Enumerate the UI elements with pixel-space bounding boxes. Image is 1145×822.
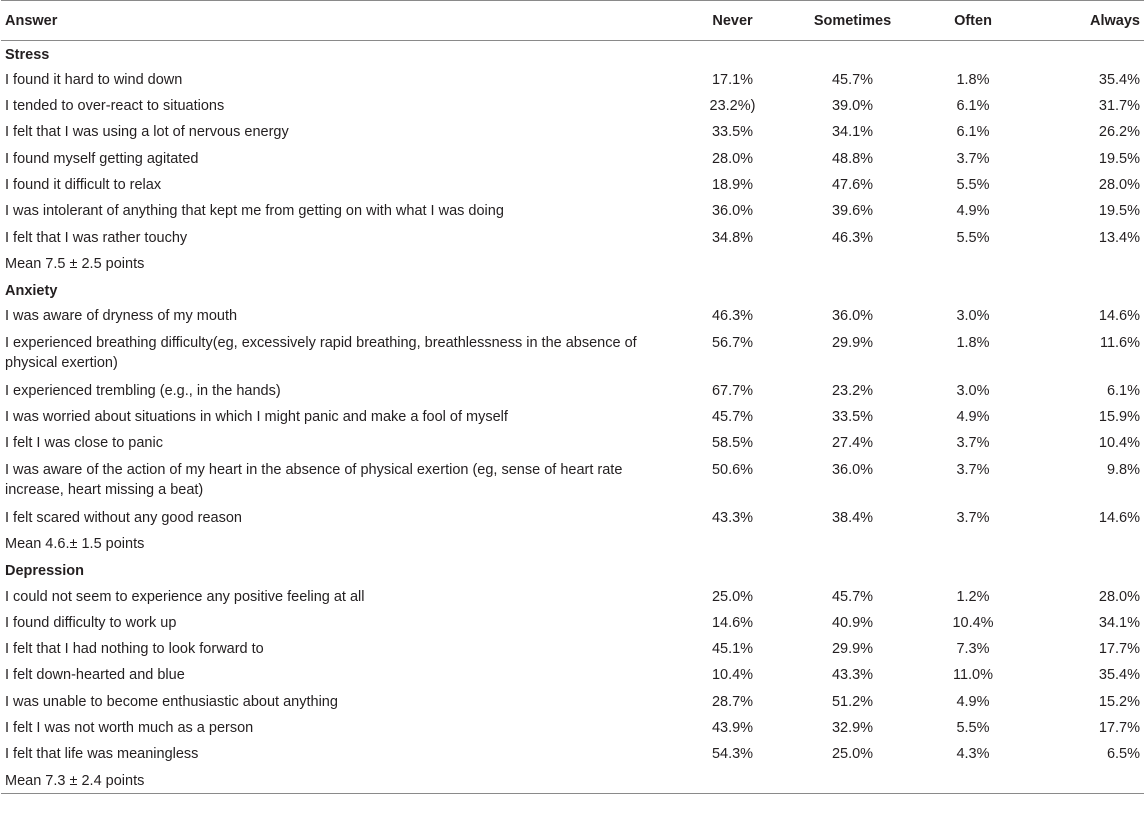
never-cell: 10.4% [711,667,754,684]
section-title: Depression [5,563,84,580]
sometimes-cell: 38.4% [831,509,874,526]
section-title: Anxiety [5,283,58,300]
often-cell: 3.7% [956,150,990,167]
always-cell: 31.7% [1098,98,1140,115]
table-row [1,505,1144,531]
table-row [1,741,1144,767]
question-cell: I felt that I was rather touchy [5,229,188,246]
table-row [1,303,1144,329]
sometimes-cell: 40.9% [831,614,874,631]
table-row [1,584,1144,610]
never-cell: 46.3% [711,308,754,325]
sometimes-cell: 34.1% [831,124,874,141]
never-cell: 45.7% [711,409,754,426]
never-cell: 56.7% [711,334,754,351]
table-row [1,146,1144,172]
always-cell: 9.8% [1106,461,1140,478]
section-depression [1,557,1144,583]
mean-score: Mean 4.6.± 1.5 points [5,535,145,552]
header-sometimes: Sometimes [784,1,921,41]
header-row [1,1,1144,41]
often-cell: 6.1% [956,124,990,141]
always-cell: 35.4% [1098,667,1140,684]
mean-row-depression [1,768,1144,794]
question-cell: I felt that I was using a lot of nervous energy [5,124,289,141]
always-cell: 26.2% [1098,124,1140,141]
mean-row-stress [1,251,1144,277]
question-cell: I was unable to become enthusiastic about anything [5,693,338,710]
question-cell: I experienced breathing difficulty(eg, excessively rapid breathing, breathlessness in the absence of physical exertion) [5,334,637,371]
never-cell: 33.5% [711,124,754,141]
often-cell: 3.0% [956,382,990,399]
sometimes-cell: 25.0% [831,746,874,763]
section-title: Stress [5,47,50,63]
always-cell: 6.1% [1106,382,1140,399]
always-cell: 11.6% [1099,334,1140,351]
always-cell: 15.2% [1098,693,1140,710]
sometimes-cell: 36.0% [831,308,874,325]
sometimes-cell: 47.6% [831,176,874,193]
table-row [1,457,1144,505]
question-cell: I felt I was close to panic [5,435,163,452]
always-cell: 14.6% [1098,308,1140,325]
never-cell: 36.0% [711,203,754,220]
sometimes-cell: 46.3% [831,229,874,246]
mean-row-anxiety [1,531,1144,557]
always-cell: 28.0% [1098,588,1140,605]
table-row [1,636,1144,662]
mean-score: Mean 7.3 ± 2.4 points [1,768,1144,794]
never-cell: 34.8% [711,229,754,246]
question-cell: I could not seem to experience any positive feeling at all [5,588,365,605]
header-often: Often [921,1,1025,41]
often-cell: 4.3% [956,746,990,763]
header-answer: Answer [1,1,681,41]
always-cell: 34.1% [1098,614,1140,631]
table-row [1,610,1144,636]
table-header [1,1,1144,41]
always-cell: 13.4% [1098,229,1140,246]
never-cell: 50.6% [711,461,754,478]
never-cell: 14.6% [711,614,754,631]
dass-results-table [1,0,1144,794]
always-cell: 17.7% [1098,641,1140,658]
table-row [1,330,1144,378]
mean-score: Mean 7.5 ± 2.5 points [5,255,145,272]
sometimes-cell: 45.7% [831,71,874,88]
table-row [1,404,1144,430]
table-row [1,378,1144,404]
header-never: Never [681,1,784,41]
sometimes-cell: 39.6% [831,203,874,220]
often-cell: 5.5% [956,720,990,737]
often-cell: 1.8% [956,334,990,351]
always-cell: 14.6% [1098,509,1140,526]
often-cell: 4.9% [956,409,990,426]
question-cell: I was aware of the action of my heart in the absence of physical exertion (eg, sense of heart rate increase, heart missing a beat) [5,461,623,498]
sometimes-cell: 39.0% [831,98,874,115]
often-cell: 7.3% [956,641,990,658]
sometimes-cell: 29.9% [831,641,874,658]
never-cell: 58.5% [711,435,754,452]
often-cell: 1.8% [956,71,990,88]
sometimes-cell: 32.9% [831,720,874,737]
never-cell: 23.2%) [709,98,756,115]
table-row [1,430,1144,456]
often-cell: 11.0% [952,667,994,684]
often-cell: 5.5% [956,229,990,246]
sometimes-cell: 51.2% [831,693,874,710]
question-cell: I found difficulty to work up [5,614,177,631]
question-cell: I experienced trembling (e.g., in the hands) [5,382,281,399]
question-cell: I felt down-hearted and blue [5,667,185,684]
sometimes-cell: 23.2% [831,382,874,399]
often-cell: 10.4% [952,614,994,631]
question-cell: I felt I was not worth much as a person [5,720,254,737]
always-cell: 19.5% [1098,203,1140,220]
table-body [1,41,1144,794]
always-cell: 17.7% [1098,720,1140,737]
header-always: Always [1025,1,1144,41]
never-cell: 54.3% [711,746,754,763]
often-cell: 3.0% [956,308,990,325]
often-cell: 1.2% [956,588,990,605]
never-cell: 67.7% [711,382,754,399]
question-cell: I found it hard to wind down [5,71,183,88]
often-cell: 6.1% [956,98,990,115]
never-cell: 43.3% [711,509,754,526]
sometimes-cell: 48.8% [831,150,874,167]
question-cell: I found it difficult to relax [5,176,162,193]
table-row [1,67,1144,93]
table-row [1,172,1144,198]
sometimes-cell: 43.3% [831,667,874,684]
never-cell: 17.1% [711,71,754,88]
never-cell: 18.9% [711,176,754,193]
never-cell: 45.1% [711,641,754,658]
sometimes-cell: 33.5% [831,409,874,426]
section-anxiety [1,277,1144,303]
often-cell: 3.7% [956,509,990,526]
always-cell: 19.5% [1098,150,1140,167]
question-cell: I was worried about situations in which I might panic and make a fool of myself [5,409,508,426]
never-cell: 25.0% [711,588,754,605]
always-cell: 28.0% [1098,176,1140,193]
table-row [1,689,1144,715]
often-cell: 4.9% [956,693,990,710]
sometimes-cell: 45.7% [831,588,874,605]
never-cell: 43.9% [711,720,754,737]
often-cell: 5.5% [956,176,990,193]
always-cell: 35.4% [1098,71,1140,88]
never-cell: 28.0% [711,150,754,167]
often-cell: 3.7% [956,435,990,452]
often-cell: 3.7% [956,461,990,478]
table-row [1,715,1144,741]
table-row [1,662,1144,688]
question-cell: I was aware of dryness of my mouth [5,308,238,325]
table-row [1,119,1144,145]
never-cell: 28.7% [711,693,754,710]
always-cell: 15.9% [1098,409,1140,426]
always-cell: 6.5% [1106,746,1140,763]
table-row [1,93,1144,119]
question-cell: I felt scared without any good reason [5,509,242,526]
question-cell: I felt that life was meaningless [5,746,199,763]
sometimes-cell: 29.9% [831,334,874,351]
section-stress [1,41,1144,67]
sometimes-cell: 27.4% [831,435,874,452]
question-cell: I tended to over-react to situations [5,98,225,115]
table-row [1,225,1144,251]
often-cell: 4.9% [956,203,990,220]
question-cell: I was intolerant of anything that kept me from getting on with what I was doing [5,203,504,220]
question-cell: I found myself getting agitated [5,150,199,167]
always-cell: 10.4% [1098,435,1140,452]
question-cell: I felt that I had nothing to look forward to [5,641,264,658]
sometimes-cell: 36.0% [831,461,874,478]
table-row [1,198,1144,224]
